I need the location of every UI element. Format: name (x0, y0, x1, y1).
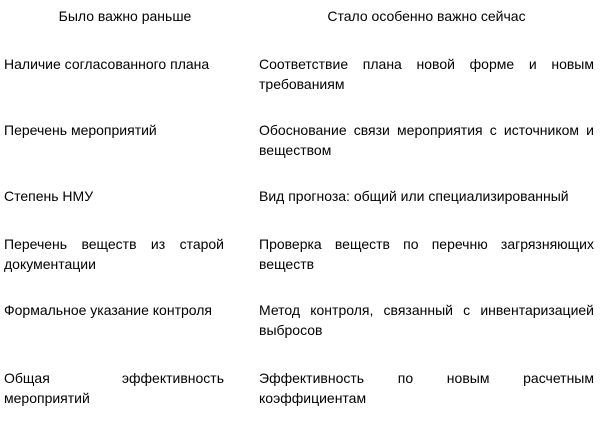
row-5-now: Метод контроля, связанный с инвентаризацией выбросов (259, 302, 594, 338)
row-5-before: Формальное указание контроля (4, 302, 213, 318)
row-3-before: Степень НМУ (4, 188, 94, 204)
row-4-now: Проверка веществ по перечню загрязняющих веществ (259, 236, 594, 272)
column-header-before: Было важно раньше (58, 8, 192, 24)
row-1-now: Соответствие плана новой форме и новым требованиям (259, 56, 594, 92)
column-header-now: Стало особенно важно сейчас (327, 8, 526, 24)
row-4-before: Перечень веществ из старой документации (4, 236, 224, 272)
row-1-before: Наличие согласованного плана (4, 56, 210, 72)
row-2-now: Обоснование связи мероприятия с источником и веществом (259, 122, 594, 158)
row-6-now: Эффективность по новым расчетным коэффициентам (259, 370, 594, 406)
row-3-now: Вид прогноза: общий или специализированный (259, 188, 569, 204)
row-6-before: Общая эффективность мероприятий (4, 370, 224, 406)
row-2-before: Перечень мероприятий (4, 122, 157, 138)
